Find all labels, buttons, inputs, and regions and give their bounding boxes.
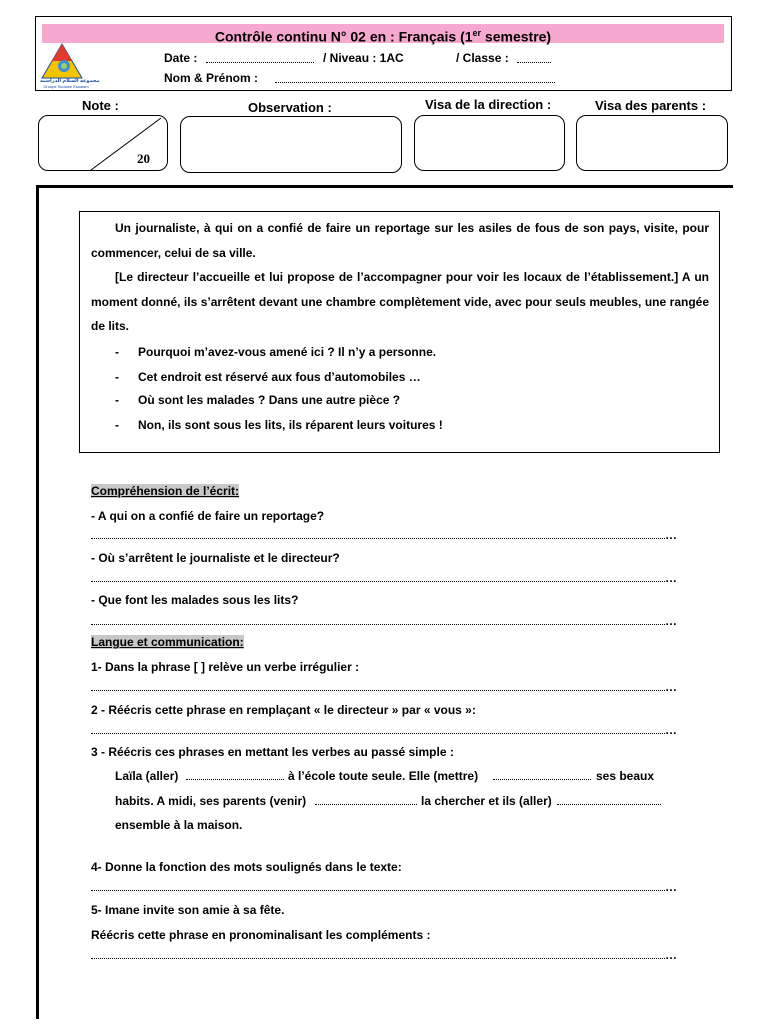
langue-question-5-instruction: Réécris cette phrase en pronominalisant les compléments : — [91, 928, 431, 942]
q3-text: Laïla (aller) — [115, 769, 179, 783]
observation-label: Observation : — [248, 100, 332, 115]
dialogue-dash: - — [115, 345, 119, 359]
q3-text: à l’école toute seule. Elle (mettre) — [288, 769, 479, 783]
visa-parents-label: Visa des parents : — [595, 98, 707, 113]
niveau-label: / Niveau : 1AC — [323, 51, 404, 65]
logo-subtext: Groupe Scolaire Essalam — [43, 84, 89, 89]
observation-box[interactable] — [180, 116, 402, 173]
visa-direction-box[interactable] — [414, 115, 565, 171]
classe-label: / Classe : — [456, 51, 509, 65]
answer-line[interactable] — [91, 581, 665, 582]
nom-field[interactable] — [275, 73, 555, 83]
q3-text: la chercher et ils (aller) — [421, 794, 552, 808]
verb-blank[interactable] — [186, 779, 284, 780]
dialogue-dash: - — [115, 370, 119, 384]
dialogue-dash: - — [115, 393, 119, 407]
main-left-rule — [36, 185, 39, 1019]
comprehension-question-2: - Où s’arrêtent le journaliste et le directeur? — [91, 551, 340, 565]
text-paragraph-2: [Le directeur l’accueille et lui propose de l’accompagner pour voir les locaux de l’établissement.] A un moment donné, ils s’arrêtent devant une chambre complètement vide, avec pour seuls meubles, une rangée de lits. — [91, 270, 709, 333]
q3-text: habits. A midi, ses parents (venir) — [115, 794, 307, 808]
answer-line[interactable] — [91, 690, 665, 691]
nom-label: Nom & Prénom : — [164, 71, 259, 85]
date-label: Date : — [164, 51, 198, 65]
comprehension-question-1: - A qui on a confié de faire un reportage? — [91, 509, 325, 523]
answer-line[interactable] — [91, 624, 665, 625]
line-end: … — [665, 571, 677, 585]
dialogue-line: Non, ils sont sous les lits, ils réparent leurs voitures ! — [138, 418, 443, 432]
logo-text: مجموعة السلام الدراسية — [40, 78, 100, 84]
note-box[interactable] — [38, 115, 168, 171]
line-end: … — [665, 948, 677, 962]
answer-line[interactable] — [91, 890, 665, 891]
langue-title: Langue et communication: — [91, 635, 244, 649]
text-paragraph-1: Un journaliste, à qui on a confié de faire un reportage sur les asiles de fous de son pays, visite, pour commencer, celui de sa ville. — [91, 221, 709, 260]
dialogue-line: Cet endroit est réservé aux fous d’automobiles … — [138, 370, 421, 384]
dialogue-line: Pourquoi m’avez-vous amené ici ? Il n’y a personne. — [138, 345, 437, 359]
langue-question-3: 3 - Réécris ces phrases en mettant les verbes au passé simple : — [91, 745, 454, 759]
visa-direction-label: Visa de la direction : — [425, 97, 552, 112]
langue-question-1: 1- Dans la phrase [ ] relève un verbe irrégulier : — [91, 660, 360, 674]
langue-question-4: 4- Donne la fonction des mots soulignés dans le texte: — [91, 860, 402, 874]
verb-blank[interactable] — [493, 779, 591, 780]
classe-field[interactable] — [517, 53, 551, 63]
date-field[interactable] — [206, 53, 314, 63]
comprehension-title: Compréhension de l’écrit: — [91, 484, 240, 498]
dialogue-dash: - — [115, 418, 119, 432]
answer-line[interactable] — [91, 733, 665, 734]
langue-question-5: 5- Imane invite son amie à sa fête. — [91, 903, 285, 917]
main-top-rule — [36, 185, 733, 188]
page-title: Contrôle continu N° 02 en : Français (1er semestre) — [42, 24, 724, 43]
dialogue-line: Où sont les malades ? Dans une autre pièce ? — [138, 393, 401, 407]
langue-question-2: 2 - Réécris cette phrase en remplaçant « le directeur » par « vous »: — [91, 703, 476, 717]
note-total: 20 — [137, 151, 150, 166]
line-end: … — [665, 723, 677, 737]
school-logo — [40, 42, 100, 90]
answer-line[interactable] — [91, 538, 665, 539]
line-end: … — [665, 614, 677, 628]
q3-text: ensemble à la maison. — [115, 818, 243, 832]
visa-parents-box[interactable] — [576, 115, 728, 171]
note-label: Note : — [82, 98, 119, 113]
line-end: … — [665, 528, 677, 542]
verb-blank[interactable] — [557, 804, 661, 805]
q3-text: ses beaux — [596, 769, 655, 783]
line-end: … — [665, 680, 677, 694]
reading-text-box — [79, 211, 720, 453]
answer-line[interactable] — [91, 958, 665, 959]
comprehension-question-3: - Que font les malades sous les lits? — [91, 593, 299, 607]
verb-blank[interactable] — [315, 804, 417, 805]
line-end: … — [665, 880, 677, 894]
